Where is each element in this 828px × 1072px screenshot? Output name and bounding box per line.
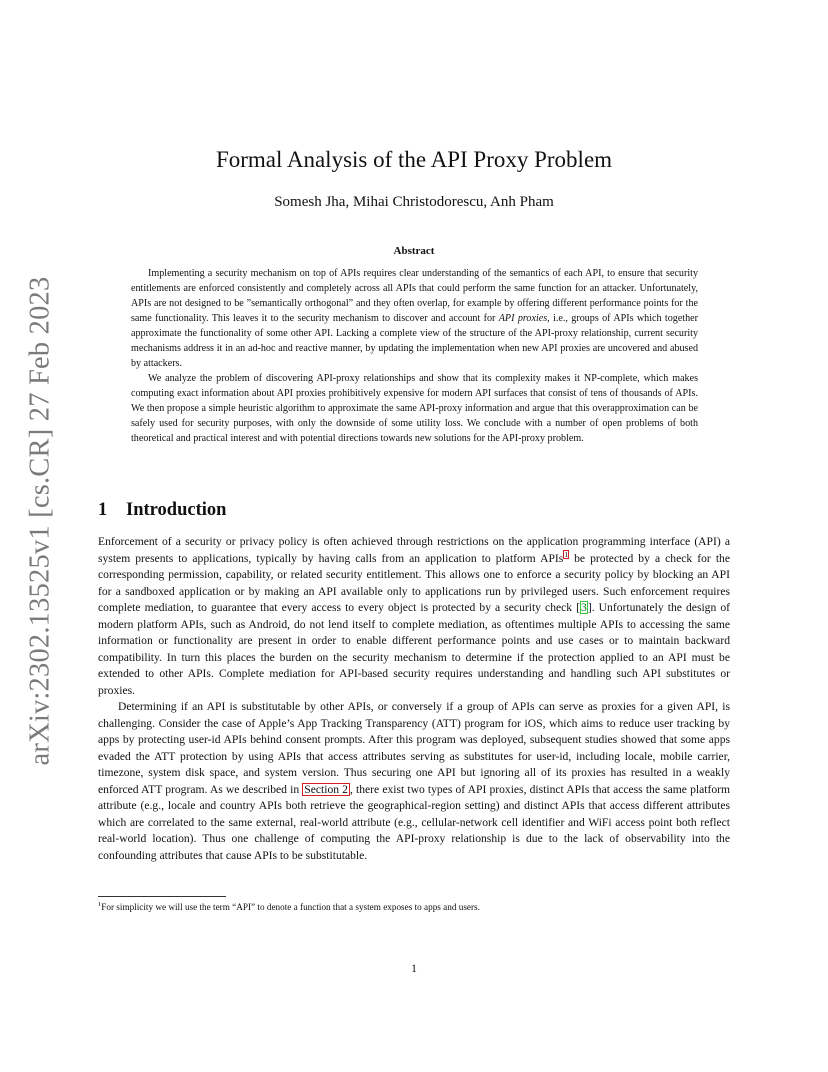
footnote-link[interactable]: 1 (564, 549, 569, 559)
page-number: 1 (411, 962, 417, 975)
footnote-mark: 1 (98, 900, 102, 908)
footnote-divider (98, 896, 226, 897)
body-text: be protected by a check for the corresponding permission, capability, or related security entitlement. This allows one to enforce a security policy by blocking an API for a sandboxed application or by making an API available only to applications run by privileged users. Such enforcement requires complete mediation, to guarantee that every access to every object is protected by a security check [ (98, 551, 730, 614)
body-paragraph (98, 699, 730, 864)
abstract-emphasis: API proxies (498, 313, 548, 324)
footnote (98, 901, 730, 914)
abstract-text: , i.e., groups of APIs which together approximate the functionality of some other API. Lacking a complete view of the structure of the API-proxy relationship, current security mechanisms address it in an ad-hoc and reactive manner, by updating the implementation when new API proxies are uncovered and abused by attackers. (131, 313, 698, 369)
abstract-body (131, 266, 698, 446)
arxiv-identifier-text: arXiv:2302.13525v1 [cs.CR] 27 Feb 2023 (24, 276, 55, 766)
arxiv-identifier-stamp (16, 276, 64, 766)
author-list: Somesh Jha, Mihai Christodorescu, Anh Pham (274, 194, 554, 210)
body-paragraph (98, 534, 730, 699)
abstract-heading: Abstract (393, 245, 435, 257)
abstract-paragraph (131, 266, 698, 371)
section-heading (98, 498, 226, 522)
abstract-text: We analyze the problem of discovering API-proxy relationships and show that its complexity makes it NP-complete, which makes computing exact information about API proxies prohibitively expensive for modern API surfaces that consist of tens of thousands of APIs. We then propose a simple heuristic algorithm to approximate the same API-proxy information and argue that this overapproximation can be safely used for security purposes, with only the downside of some utility loss. We conclude with a number of open problems of both theoretical and practical interest and with potential directions towards new solutions for the API-proxy problem. (131, 373, 698, 444)
body-text: Determining if an API is substitutable by other APIs, or conversely if a group of APIs can serve as proxies for a given API, is challenging. Consider the case of Apple’s App Tracking Transparency (ATT) program for iOS, which aims to reduce user tracking by apps by protecting user-id APIs behind consent prompts. After this program was deployed, subsequent studies showed that some apps evaded the ATT protection by using APIs that access attributes serving as substitutes for user-id, including locale, mobile carrier, timezone, system disk space, and system version. Thus securing one API but ignoring all of its proxies has resulted in a weakly enforced ATT program. As we described in (98, 700, 730, 796)
abstract-text: Implementing a security mechanism on top of APIs requires clear understanding of the semantics of each API, to ensure that security entitlements are enforced consistently and completely across all APIs that could perform the same function for an attacker. Unfortunately, APIs are not designed to be ”semantically orthogonal” and they often overlap, for example by offering different performance points for the same functionality. This leaves it to the security mechanism to discover and account for (131, 268, 698, 324)
body-text: Enforcement of a security or privacy policy is often achieved through restrictions on the application programming interface (API) a system presents to applications, typically by having calls from an application to platform APIs (98, 535, 730, 565)
body-text: , there exist two types of API proxies, distinct APIs that access the same platform attribute (e.g., locale and country APIs both retrieve the geographical-region setting) and distinct APIs that access different attributes which are correlated to the same external, real-world attribute (e.g., cellular-network cell identifier and WiFi access point both reflect real-world location). Thus one challenge of computing the API-proxy relationship is due to the lack of observability into the confounding attributes that cause APIs to be substitutable. (98, 782, 730, 862)
section-crossref-link[interactable]: Section 2 (304, 782, 348, 796)
paper-title: Formal Analysis of the API Proxy Problem (215, 147, 613, 172)
section-number: 1 (98, 500, 108, 520)
footnote-text: For simplicity we will use the term “API” to denote a function that a system exposes to apps and users. (101, 902, 480, 912)
abstract-paragraph (131, 371, 698, 446)
introduction-body (98, 534, 730, 864)
citation-link[interactable]: 3 (581, 601, 587, 614)
body-text: ]. Unfortunately the design of modern platform APIs, such as Android, do not lend itself to complete mediation, as oftentimes multiple APIs to accessing the same information or functionality are present in order to enable different performance points and use cases or to maintain backward compatibility. In turn this places the burden on the security mechanism to determine if the protection applied to an API must be extended to other APIs. Complete mediation for API-based security requires understanding and handling such API substitutes or proxies. (98, 601, 731, 697)
section-title: Introduction (126, 500, 227, 520)
